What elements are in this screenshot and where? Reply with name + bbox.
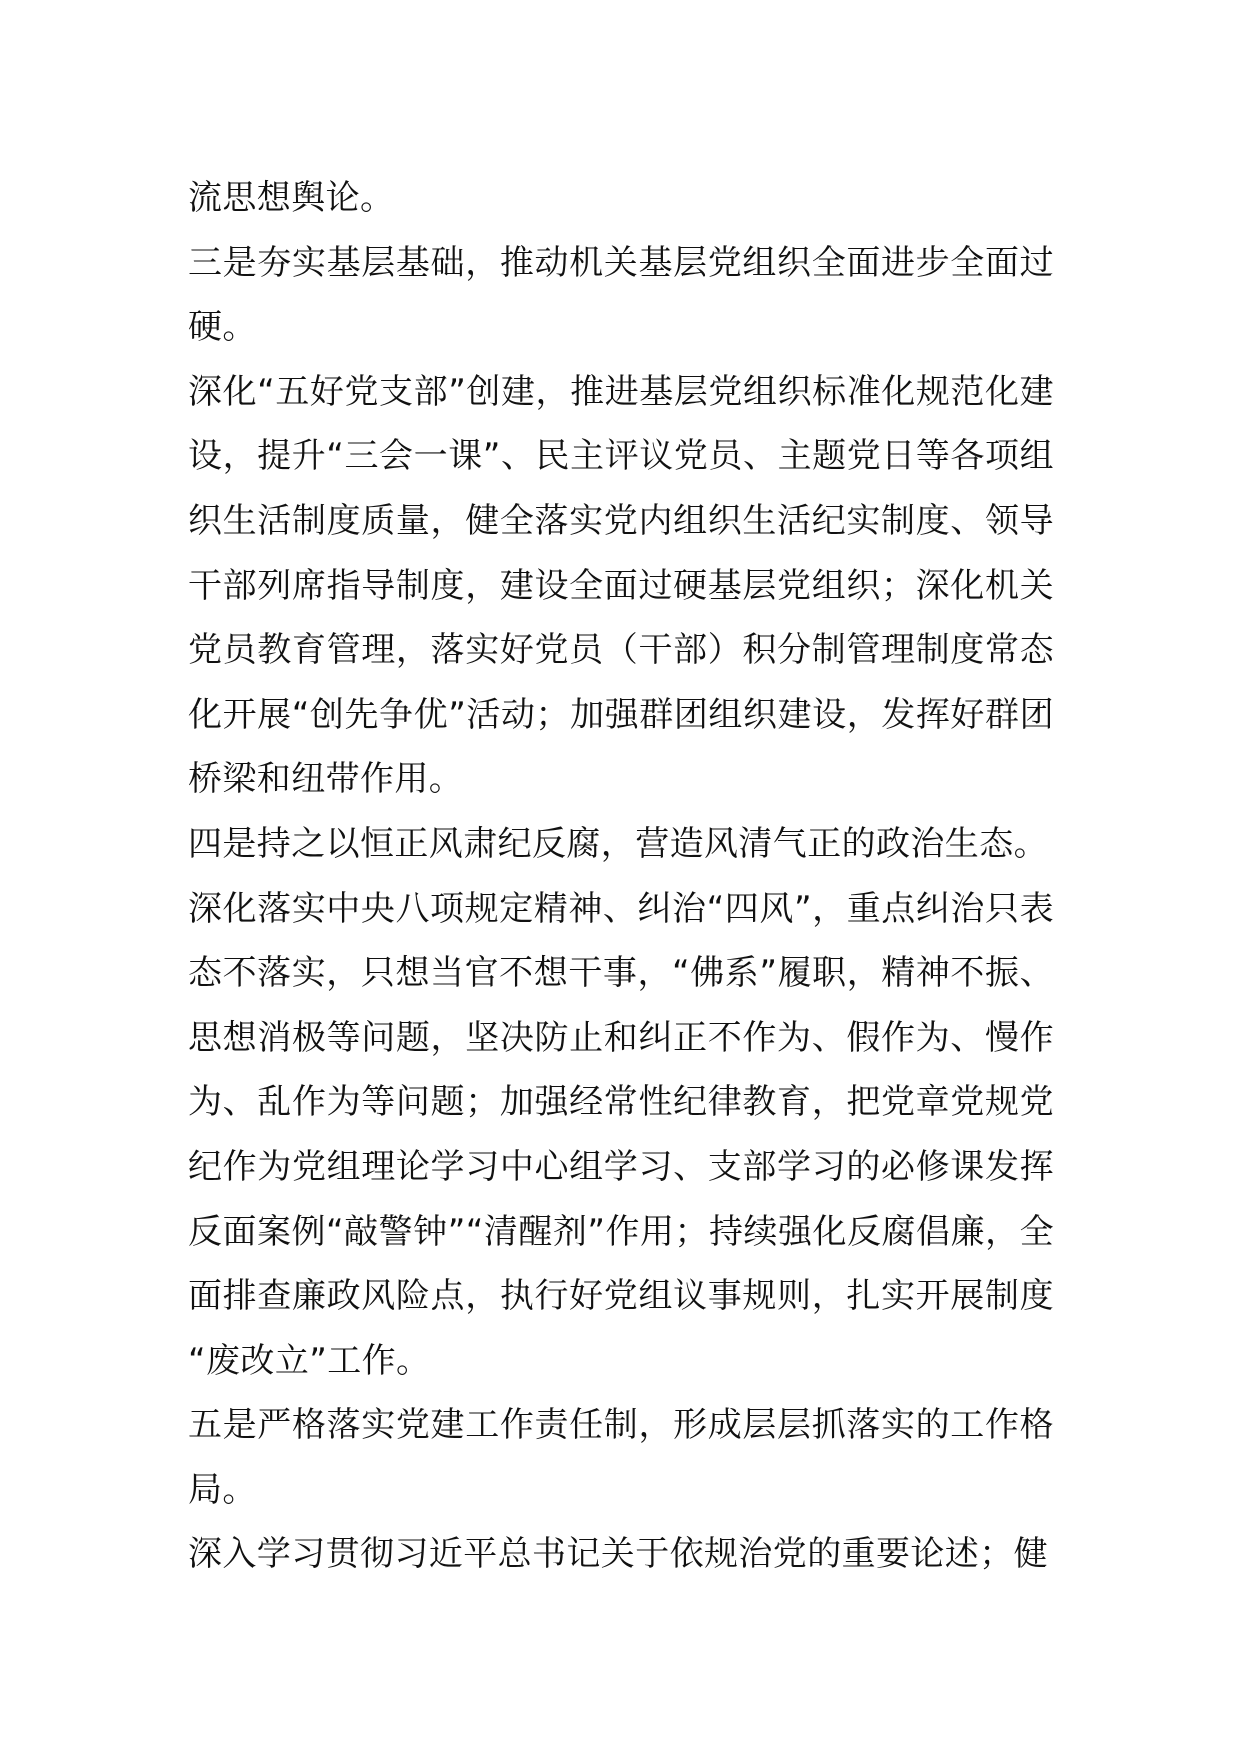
document-body [188,166,1054,1587]
paragraph-continuation: 流思想舆论。 [188,178,395,218]
paragraph-point-five-body: 深入学习贯彻习近平总书记关于依规治党的重要论述；健 [188,1534,1048,1575]
heading-point-five: 五是严格落实党建工作责任制，形成层层抓落实的工作格局。 [188,1405,1054,1510]
paragraph-point-four-body: 深化落实中央八项规定精神、纠治“四风”，重点纠治只表态不落实，只想当官不想干事，“佛系”履职，精神不振、思想消极等问题，坚决防止和纠正不作为、假作为、慢作为、乱作为等问题；加强经常性纪律教育，把党章党规党纪作为党组理论学习中心组学习、支部学习的必修课发挥反面案例“敲警钟”“清醒剂”作用；持续强化反腐倡廉，全面排查廉政风险点，执行好党组议事规则，扎实开展制度“废改立”工作。 [188,888,1054,1381]
heading-point-four: 四是持之以恒正风肃纪反腐，营造风清气正的政治生态。 [188,823,1048,864]
heading-point-three: 三是夯实基层基础，推动机关基层党组织全面进步全面过硬。 [188,242,1054,348]
paragraph-point-three-body: 深化“五好党支部”创建，推进基层党组织标准化规范化建设，提升“三会一课”、民主评议党员、主题党日等各项组织生活制度质量，健全落实党内组织生活纪实制度、领导干部列席指导制度，建设全面过硬基层党组织；深化机关党员教育管理，落实好党员（干部）积分制管理制度常态化开展“创先争优”活动；加强群团组织建设，发挥好群团桥梁和纽带作用。 [188,371,1054,800]
